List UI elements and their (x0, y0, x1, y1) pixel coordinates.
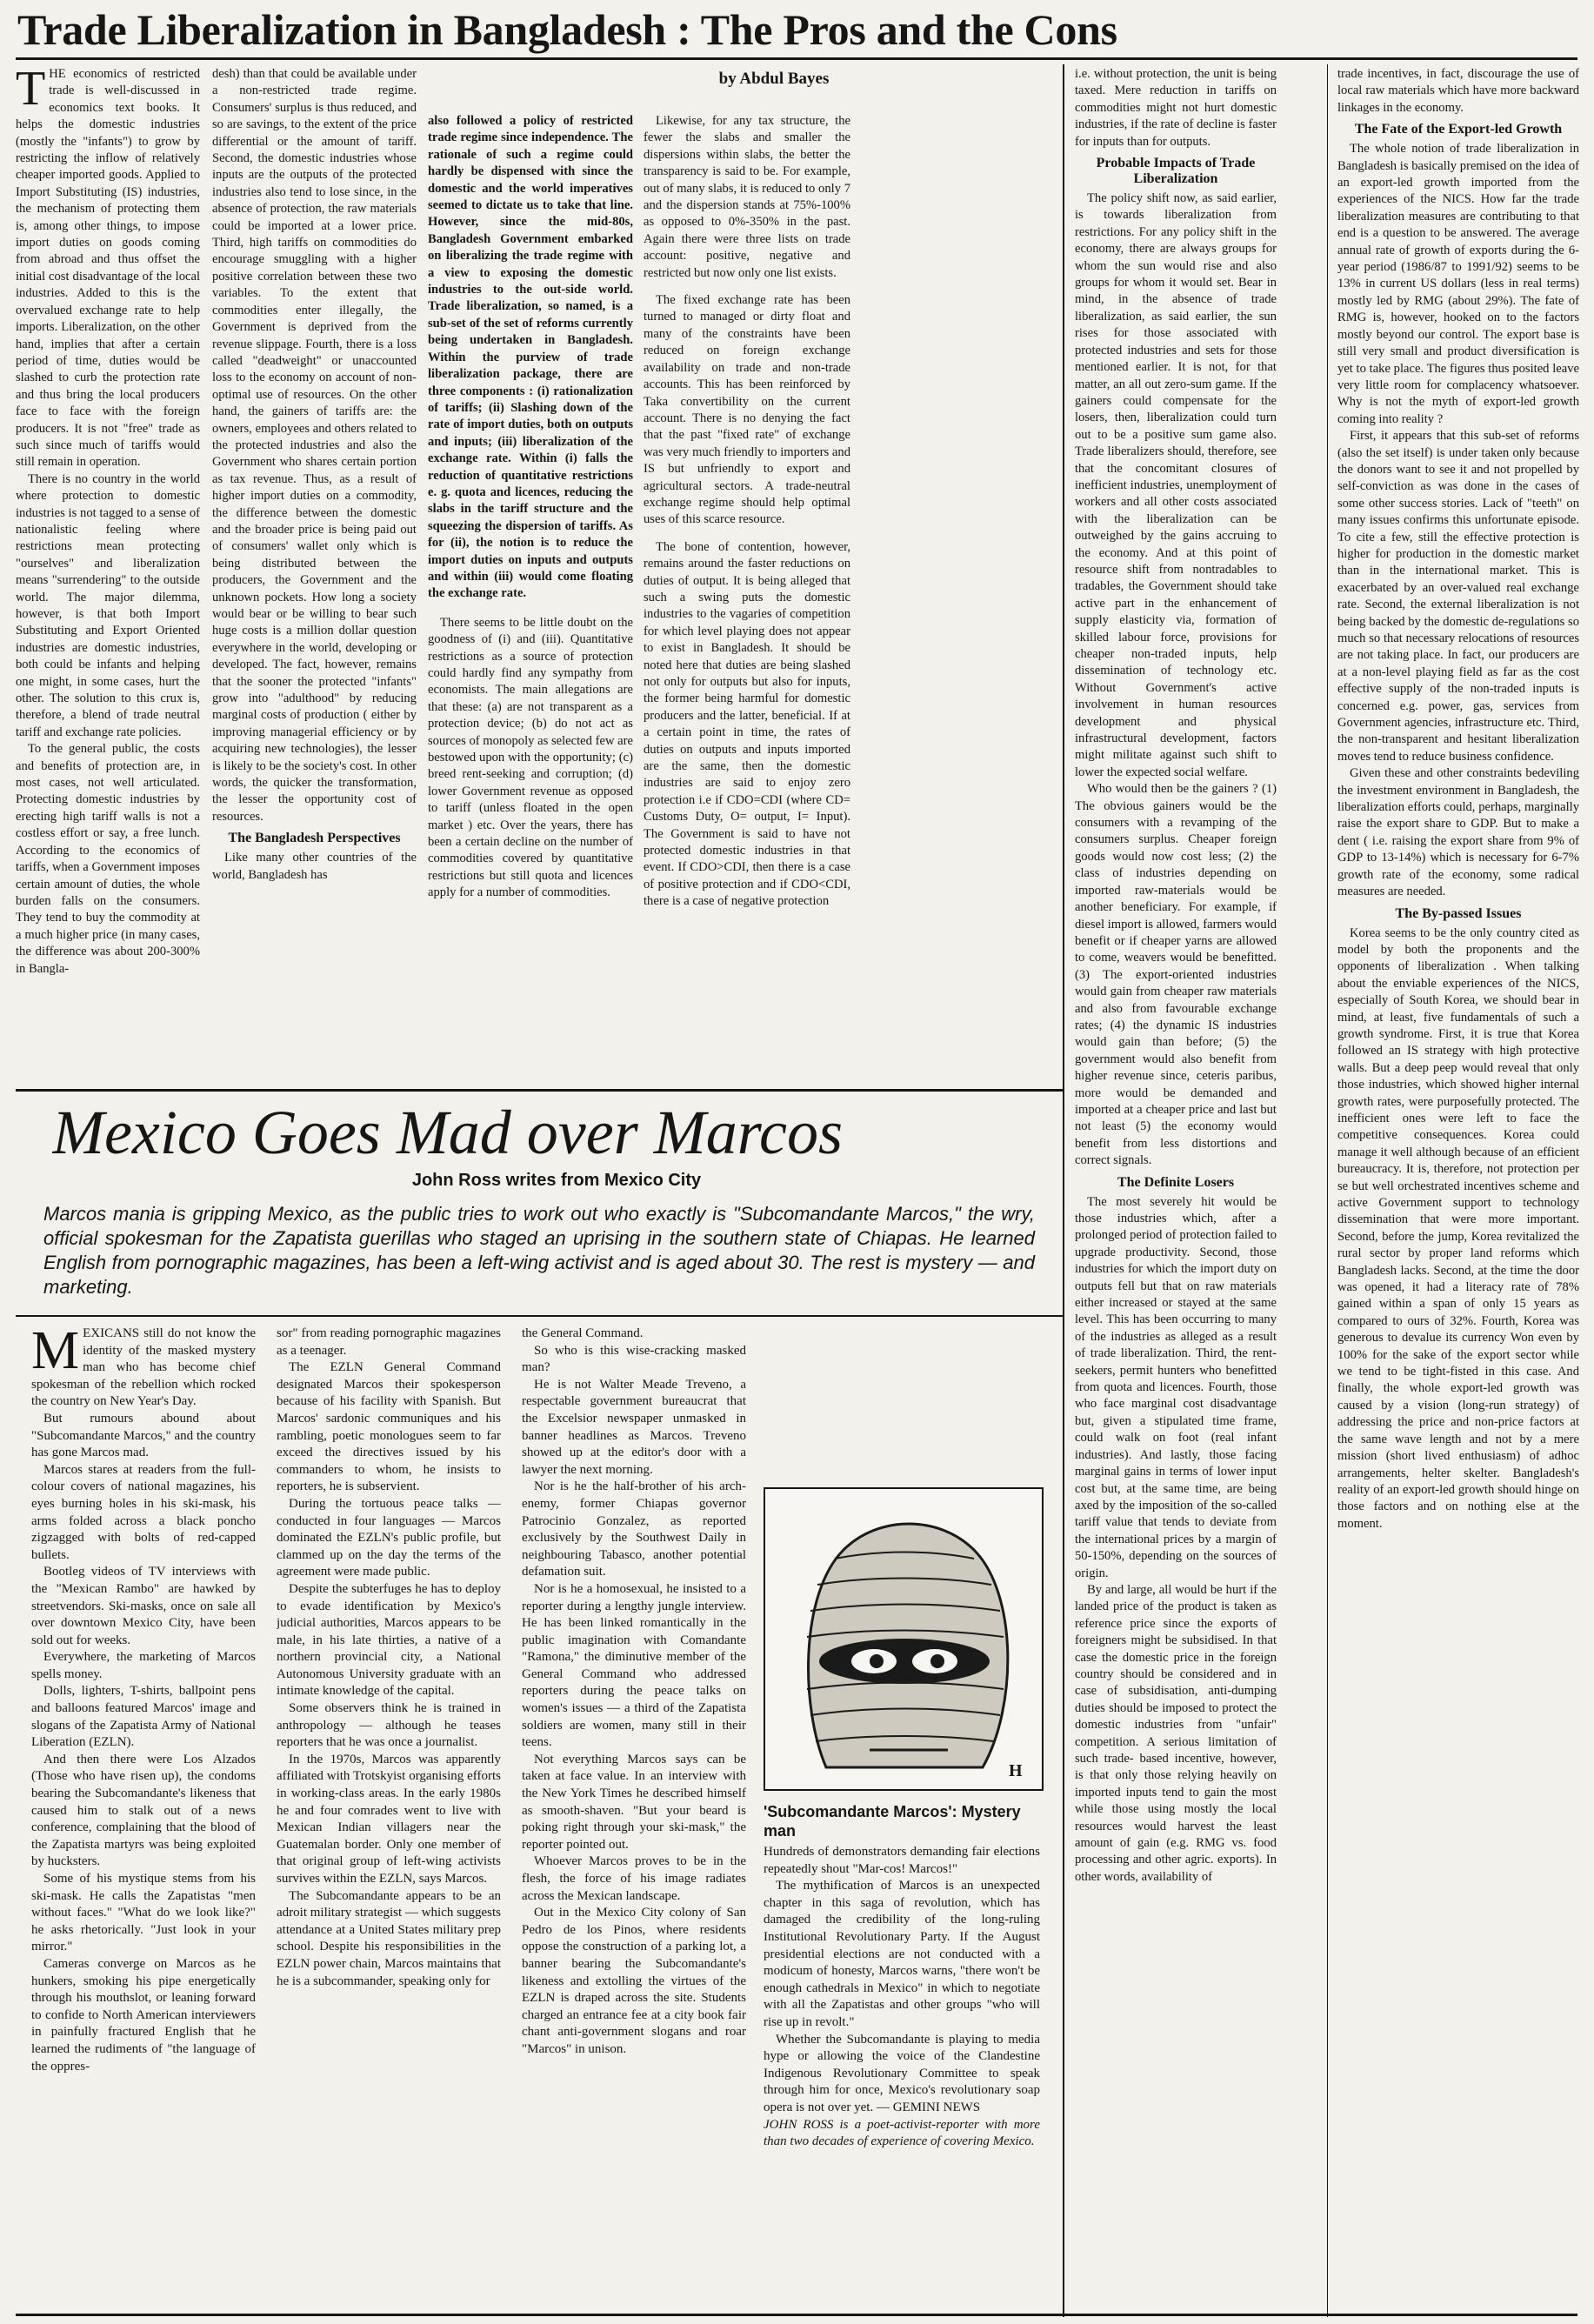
bottom-rule (16, 2314, 1577, 2316)
mexico-paragraph: So who is this wise-cracking masked man? (522, 1343, 746, 1375)
mexico-column-2 (277, 1326, 501, 2307)
mexico-paragraph: Whether the Subcomandante is playing to media hype or allowing the voice of the Clandestine Indigenous Revolutionary Committee to speak through him for once, Mexico's revolutionary soap opera is not over yet. — GEMINI NEWS (764, 2032, 1040, 2114)
headline-rule (16, 57, 1577, 60)
mexico-paragraph: Out in the Mexico City colony of San Pedro de los Pinos, where residents oppose the construction of a parking lot, a banner bearing the Subcomandante's likeness and extolling the virtues of the EZLN is draped across the site. Students charged an entrance fee at a city book fair chant anti-government slogans and roar "Marcos" in unison. (522, 1906, 746, 2056)
trade-paragraph: also followed a policy of restricted trade regime since independence. The rationale of such a regime could hardly be dispensed with since the domestic and the world imperatives seemed to dictate us to take that line. However, since the mid-80s, Bangladesh Government embarked on liberalizing the trade regime with a view to exposing the domestic industries to the out-side world. Trade liberalization, so named, is a sub-set of the set of reforms currently being undertaken in Bangladesh. Within the purview of trade liberalization package, there are three components : (i) rationalization of tariffs; (ii) Slashing down of the rate of import duties, both on outputs and inputs; (iii) liberalization of the exchange rate. Within (i) falls the reduction of quantitative restrictions e. g. quota and licences, reducing the slabs in the tariff structure and the squeezing the dispersion of tariffs. As for (ii), the notion is to reduce the import duties on inputs and outputs and within (iii) would come floating the exchange rate. (428, 114, 633, 601)
mexico-article-headline: Mexico Goes Mad over Marcos (52, 1098, 844, 1167)
mexico-paragraph: sor" from reading pornographic magazines as a teenager. (277, 1326, 501, 1358)
mexico-paragraph: Despite the subterfuges he has to deploy to evade identification by Mexico's judicial authorities, Marcos appears to be male, in his late thirties, a native of a northern provincial city, a National Autonomous University graduate with an intimate knowledge of the capital. (277, 1581, 501, 1699)
trade-column-6 (1337, 66, 1579, 2310)
mexico-paragraph: EXICANS still do not know the identity of the masked mystery man who has become chief spokesman of the rebellion which rocked the country on New Year's Day. (31, 1326, 256, 1409)
trade-paragraph: desh) than that could be available under a non-restricted trade regime. Consumers' surplus is thus reduced, and so are savings, to the extent of the price differential or the amount of tariff. Second, the domestic industries whose inputs are the outputs of the protected industries also tend to lose since, in the absence of protection, the raw materials could be imported at a lower price. Third, high tariffs on commodities do encourage smuggling with a higher positive correlation between these two variables. To the extent that commodities enter illegally, the Government is deprived from the revenue slippage. Fourth, there is a loss called "deadweight" or unaccounted loss to the economy on account of non-optimal use of resources. On the other hand, the gainers of tariffs are: the owners, employees and others related to the protected industries and also the Government who shares certain portion as tax revenue. Thus, as a result of higher import duties on a commodity, the difference between the domestic and the broader price is being paid out of consumers' wallet only which is being distributed between the producers, the Government and the unknown pockets. How long a society would bear or be willing to bear such huge costs is a million dollar question everywhere in the world, developing or developed. The fact, however, remains that the sooner the protected "infants" grow into "adulthood" by reducing marginal costs of production ( either by improving managerial efficiency or by acquiring new technologies), the lesser is likely to be the society's cost. In other words, the quicker the transformation, the lesser the opportunity cost of resources. (212, 67, 417, 824)
trade-paragraph: Given these and other constraints bedeviling the investment environment in Bangladesh, the liberalization efforts could, perhaps, marginally raise the export share to GDP. But to make a dent ( i.e. raising the export share from 9% of GDP to 13-14%) which is necessary for 6-7% growth rate of the economy, some radical measures are needed. (1337, 766, 1579, 899)
trade-paragraph: Likewise, for any tax structure, the fewer the slabs and smaller the dispersions within slabs, the better the transparency is said to be. For example, out of many slabs, it is reduced to only 7 and the dispersion stands at 75%-100% as opposed to 0%-350% in the past. Again there were three lists on trade account: positive, negative and restricted but now only one list exists. (644, 114, 850, 280)
trade-dropcap: T (16, 66, 46, 116)
mexico-column-1 (31, 1326, 256, 2307)
trade-article-byline: by Abdul Bayes (718, 70, 830, 88)
trade-article-headline: Trade Liberalization in Bangladesh : The Pros and the Cons (17, 5, 1117, 54)
trade-paragraph: Who would then be the gainers ? (1) The obvious gainers would be the consumers with a revamping of the consumers surplus. Cheaper foreign goods would now cost less; (2) the class of industries depending on imported raw-materials would be another beneficiary. For example, if diesel import is allowed, farmers would benefit or if cheaper yarns are allowed to come, weavers would be benefitted. (3) The export-oriented industries would gain from cheaper raw materials and also from favourable exchange rates; (4) the dynamic IS industries would gain than before; (5) the government would also benefit from higher revenue since, ceteris paribus, more would be demanded and imported at a cheaper price and last but not least (5) the economy would benefit from less distortions and correct signals. (1075, 782, 1277, 1168)
trade-paragraph: The bone of contention, however, remains around the faster reductions on duties of output. It is being alleged that such a swing puts the domestic industries to the vagaries of competition for which level playing does not appear to exist in Bangladesh. It should be noted here that duties are being slashed not only for outputs but also for inputs, the former being harmful for domestic producers and the latter, beneficial. If at a certain point in time, the rates of duties on outputs and inputs imported are the same, then the domestic industries are said to enjoy zero protection i.e if CDO=CDI (where CD= Customs Duty, O= output, I= Input). The Government is said to have not protected domestic industries in that event. If CDO>CDI, then there is a case of positive protection and if CDO<CDI, there is a case of negative protection (644, 539, 850, 909)
trade-paragraph: The policy shift now, as said earlier, is towards liberalization from restrictions. For any policy shift in the economy, there are always groups for whom the sun would rise and also groups for whom it would set. Bear in mind, in the absence of trade liberalization, as said earlier, the sun rises for those associated with protected industries and sets for those mentioned earlier. It is not, for that matter, an all out zero-sum game. If the gainers could compensate for the losers, then, liberalization could turn out to be a positive sum game also. Trade liberalizers should, therefore, see that the concomitant closures of inefficient industries, unemployment of workers and all other costs associated with the liberalization can be outweighed by the gains accruing to the economy. And at this point of resource shift from nontradables to tradables, the Government should take active part in the enhancement of supply elasticity via, formation of skilled labour force, provisions for cheaper non-traded inputs, help dissemination of technology etc. Without Government's active involvement in human resources development and physical infrastructural development, factors might militate against such shift to lower the expected social welfare. (1075, 191, 1277, 779)
trade-paragraph: There is no country in the world where protection to domestic industries is not tagged to a sense of nationalistic feeling where restrictions mean protecting "ourselves" and liberalization means "surrendering" to the outside world. The major dilemma, however, is that both Import Substituting and Export Oriented industries are domestic industries, both could be infants and helping one might, in some cases, hurt the other. The solution to this crux is, therefore, a blend of trade neutral tariff and exchange rate policies. (16, 471, 200, 739)
mexico-paragraph: In the 1970s, Marcos was apparently affiliated with Trotskyist organising efforts in working-class areas. In the early 1980s he and four comrades went to live with Mexican Indian villagers near the Guatemalan border. Only one member of that original group of left-wing activists survives within the EZLN, says Marcos. (277, 1752, 501, 1886)
mexico-paragraph: Some observers think he is trained in anthropology — although he teases reporters that he was once a journalist. (277, 1701, 501, 1750)
mexico-paragraph: Whoever Marcos proves to be in the flesh, the force of his image radiates across the Mexican landscape. (522, 1854, 746, 1903)
trade-paragraph: The whole notion of trade liberalization in Bangladesh is basically premised on the idea of an export-led growth imported from the experiences of the NICS. How far the trade liberalization measures are contributing to that end is a question to be answered. The average annual rate of growth of exports during the 6-year period (1986/87 to 1991/92) seems to be 13% in current US dollars (less in real terms) mostly led by RMG (about 29%). The fate of RMG is, however, hooked on to the factors mostly beyond our control. The export base is still very small and product diversification is yet to take place. The figures thus posited leave very little room for complacency whatsoever. Why is not the myth of export-led growth coming into reality ? (1337, 142, 1579, 426)
trade-paragraph: There seems to be little doubt on the goodness of (i) and (iii). Quantitative restrictions as a source of protection could hardly find any sympathy from economists. The main allegations are that these: (a) are not transparent as a protection device; (b) do not act as sources of monopoly as selected few are bestowed upon with the opportunity; (c) breed rent-seeking and corruption; (d) lower Government revenue as opposed to tariff (unless floated in the open market ) etc. Over the years, there has been a certain decline on the number of commodities covered by quantitative restrictions but still quota and licences apply for a number of commodities. (428, 615, 633, 900)
mexico-paragraph: Nor is he the half-brother of his arch-enemy, former Chiapas governor Patrocinio Gonzalez, as reported exclusively by the Southwest Daily in neighbouring Tabasco, another potential defamation suit. (522, 1479, 746, 1579)
trade-paragraph: First, it appears that this sub-set of reforms (also the set itself) is under taken only because the donors want to see it and not propelled by self-conviction as was done in the cases of some other success stories. Lack of "teeth" on many issues confirms this unfortunate episode. To cite a few, still the effective protection is higher for production in the domestic market than in the international market. This is exacerbated by an over-valued real exchange rate. Second, the external liberalization is not being backed by the domestic de-regulations so much so that necessary relocations of resources are not taking place. In fact, our producers are at a non-level playing field as far as the cost effective supply of the non-traded inputs is concerned e.g. power, gas, services from Government agencies, infrastructure etc. Third, the non-transparent and hesitant liberalization moves tend to reduce business confidence. (1337, 429, 1579, 764)
trade-subheading-losers: The Definite Losers (1117, 1174, 1235, 1190)
mexico-top-rule (16, 1089, 1063, 1092)
masked-face-icon (765, 1489, 1038, 1786)
trade-paragraph: By and large, all would be hurt if the landed price of the product is taken as reference price since the exports of foreigners might be subsidised. In that case the domestic price in the foreign country should be considered and in case of subsidisation, anti-dumping duties should be imposed to protect the domestic industries from "unfair" competition. A serious limitation of such trade- based incentive, however, is that only those relying heavily on imported inputs tend to gain the most while those using mostly the local resources would harvest the least amount of gain (e.g. RMG vs. food processing and other agric. exports). In other words, availability of (1075, 1582, 1277, 1884)
trade-subheading-bypassed: The By-passed Issues (1395, 905, 1522, 921)
column-rule (1063, 64, 1064, 2317)
mexico-paragraph: Cameras converge on Marcos as he hunkers, smoking his pipe energetically through his mouthslot, or leaning forward to confide to North American interviewers in painfully fractured English that he learned the rudiments of "the language of the oppres- (31, 1956, 256, 2074)
trade-paragraph: The most severely hit would be those industries which, after a prolonged period of protection failed to upgrade productivity. Second, those industries for which the import duty on outputs fell but that on raw materials either increased or stayed at the same level. This has been occurring to many of the industries as alleged as a result of trade liberalization. Third, the rent-seekers, permit hunters who benefitted from quota and licences. Fourth, those who face marginal cost disadvantage but, given a stipulated time frame, could walk on foot (real infant industries). And lastly, those facing marginal gains in terms of lower input cost but, at the same time, are being axed by the imposition of the so-called tariff value that tends to deviate from the international prices by a margin of 50-150%, depending on the sources of origin. (1075, 1194, 1277, 1580)
trade-paragraph: The fixed exchange rate has been turned to managed or dirty float and many of the constraints have been reduced on foreign exchange availability on trade and non-trade accounts. This has been reinforced by Taka convertibility on the current account. There is no denying the fact that the past "fixed rate" of exchange was very much friendly to importers and IS but unfriendly to export and agricultural sectors. A trade-neutral exchange regime should help optimal uses of this scarce resource. (644, 293, 850, 527)
mexico-dropcap: M (31, 1326, 80, 1380)
mexico-paragraph: But rumours abound about "Subcomandante Marcos," and the country has gone Marcos mad. (31, 1411, 256, 1460)
mexico-paragraph: Hundreds of demonstrators demanding fair elections repeatedly shout "Mar-cos! Marcos!" (764, 1845, 1040, 1876)
mexico-paragraph: The Subcomandante appears to be an adroit military strategist — which suggests attendance at a United States military prep school. Despite his responsibilities in the EZLN power chain, Marcos maintains that he is a subcommander, speaking only for (277, 1888, 501, 1988)
mexico-standfirst: Marcos mania is gripping Mexico, as the public tries to work out who exactly is "Subcomandante Marcos," the wry, official spokesman for the Zapatista guerillas who staged an uprising in the southern state of Chiapas. He learned English from pornographic magazines, has been a left-wing activist and is aged about 30. The rest is mystery — and marketing. (43, 1203, 1035, 1298)
trade-paragraph: HE economics of restricted trade is well-discussed in economics text books. It helps the domestic industries (mostly the "infants") to grow by restricting the inflow of relatively cheaper imported goods. Applied to Import Substituting (IS) industries, the mechanism of protecting them is, among other things, to impose import duties on goods coming from abroad and thus offset the initial cost disadvantage of the local industries. Added to this is the overvalued exchange rate to help imports. Liberalization, on the other hand, implies that after a certain period of time, duties would be slashed to curb the protection rate and thus bring the local producers face to face with the foreign producers. It is not "free" trade as such since much of tariffs would still remain in operation. (16, 67, 200, 470)
mexico-paragraph: The EZLN General Command designated Marcos their spokesperson because of his facility with Spanish. But Marcos' sardonic communiques and his rambling, poetic monologues seem to far exceed the directives issued by his commanders to whom, he insists to reporters, he is subservient. (277, 1360, 501, 1494)
mexico-paragraph: Marcos stares at readers from the full-colour covers of national magazines, his eyes burning holes in his ski-mask, his arms folded across a black poncho zigzagged with bolts of red-capped bullets. (31, 1462, 256, 1562)
mexico-paragraph: During the tortuous peace talks — conducted in four languages — Marcos dominated the EZLN's public profile, but clammed up on the day the terms of the agreement were made public. (277, 1496, 501, 1579)
standfirst-rule (16, 1315, 1063, 1317)
trade-paragraph: trade incentives, in fact, discourage the use of local raw materials which have more backward linkages in the economy. (1337, 67, 1579, 115)
mexico-paragraph: Everywhere, the marketing of Marcos spells money. (31, 1650, 256, 1681)
mexico-paragraph: And then there were Los Alzados (Those who have risen up), the condoms bearing the Subcomandante's likeness that caused him to stalk out of a news conference, complaining that the blood of the Zapatista martyrs was being exploited by hucksters. (31, 1752, 256, 1869)
illustration-caption: 'Subcomandante Marcos': Mystery man (764, 1803, 1021, 1840)
trade-paragraph: To the general public, the costs and benefits of protection are, in most cases, not well articulated. Protecting domestic industries by erecting high tariff walls is not a costless effort or say, a free lunch. According to the economics of tariffs, when a Government imposes certain amount of duties, the whole burden falls on the consumers. They tend to buy the commodity at a much higher price (in many cases, the difference was about 200-300% in Bangla- (16, 742, 200, 976)
column-rule (1327, 64, 1328, 2317)
mexico-paragraph: Not everything Marcos says can be taken at face value. In an interview with the New York Times he described himself as smooth-shaven. "But your beard is poking right through your ski-mask," the reporter pointed out. (522, 1752, 746, 1852)
trade-column-4 (644, 113, 850, 1084)
mexico-author-note: JOHN ROSS is a poet-activist-reporter with more than two decades of experience of covering Mexico. (764, 2117, 1040, 2149)
trade-paragraph: Like many other countries of the world, Bangladesh has (212, 851, 417, 882)
trade-column-3 (428, 113, 633, 1084)
mexico-column-3 (522, 1326, 746, 2307)
svg-text:H: H (1009, 1761, 1023, 1780)
mexico-paragraph: Nor is he a homosexual, he insisted to a reporter during a lengthy jungle interview. He has been linked romantically in the public imagination with Comandante "Ramona," the diminutive member of the General Command who addressed reporters during the peace talks on women's issues — a third of the Zapatista soldiers are women, many still in their teens. (522, 1581, 746, 1750)
mexico-paragraph: He is not Walter Meade Treveno, a respectable government bureaucrat that the Excelsior newspaper unmasked in banner headlines as Marcos. Treveno showed up at the editor's door with a lawyer the next morning. (522, 1377, 746, 1477)
trade-subheading-bangladesh: The Bangladesh Perspectives (228, 831, 401, 846)
marcos-illustration (764, 1487, 1044, 1791)
trade-subheading-export: The Fate of the Export-led Growth (1354, 122, 1563, 137)
trade-column-2 (212, 66, 417, 1084)
trade-paragraph: Korea seems to be the only country cited as model by both the proponents and the opponents of liberalization . When talking about the enviable experiences of the NICS, especially of South Korea, we should bear in mind, at least, five fundamentals of such a growth syndrome. First, it is true that Korea followed an IS strategy with high protective walls. But a deep peep would reveal that only those industries, which showed higher internal growth rates, were purposefully protected. The inefficient ones were left to face the competitive consequences. Korea could manage it well although because of an efficient bureaucracy. It is, therefore, not protection per se but well orchestrated incentives scheme and active Government support to technology dissemination that were more important. Second, before the jump, Korea revitalized the rural sector by proper land reforms which Bangladesh lacks. Second, at the time the door was opened, it had a literacy rate of 78% gained within a span of only 15 years as compared to ours of 32%. Fourth, Korea was generous to devalue its currency Won even by 100% for the sake of the export sector while we tend to be tight-fisted in this case. And finally, the whole export-led growth was caused by a vision (long-run strategy) of addressing the price and non-price factors at the same wave length and not by a mere mission (short lived enthusiasm) of adhoc arrangements, helter skelter. Bangladesh's reality of an export-led growth should hinge on those factors and on nothing else at the moment. (1337, 925, 1579, 1531)
trade-column-5 (1075, 66, 1277, 2310)
mexico-paragraph: The mythification of Marcos is an unexpected chapter in this saga of revolution, which has damaged the credibility of the long-ruling Institutional Revolutionary Party. If the August presidential elections are not conducted with a modicum of honesty, Marcos warns, "there won't be enough cathedrals in Mexico" in which to negotiate with all the Zapatistas and other groups "who will rise up in revolt." (764, 1879, 1040, 2029)
trade-subheading-impacts: Probable Impacts of Trade Liberalization (1096, 156, 1256, 187)
mexico-paragraph: Some of his mystique stems from his ski-mask. He calls the Zapatistas "men without faces." "What do we look like?" he asks rhetorically. "Just look in your mirror." (31, 1872, 256, 1954)
mexico-paragraph: Bootleg videos of TV interviews with the "Mexican Rambo" are hawked by streetvendors. Ski-masks, once on sale all over downtown Mexico City, have been sold out for weeks. (31, 1565, 256, 1647)
trade-paragraph: i.e. without protection, the unit is being taxed. Mere reduction in tariffs on commodities might not hurt domestic industries, if the rate of decline is faster for inputs than for outputs. (1075, 67, 1277, 149)
mexico-paragraph: Dolls, lighters, T-shirts, ballpoint pens and balloons featured Marcos' image and slogans of the Zapatista Army of National Liberation (EZLN). (31, 1684, 256, 1750)
trade-column-1 (16, 66, 200, 1084)
mexico-paragraph: the General Command. (522, 1326, 644, 1340)
mexico-column-4 (764, 1844, 1040, 2307)
mexico-article-byline: John Ross writes from Mexico City (411, 1171, 702, 1190)
